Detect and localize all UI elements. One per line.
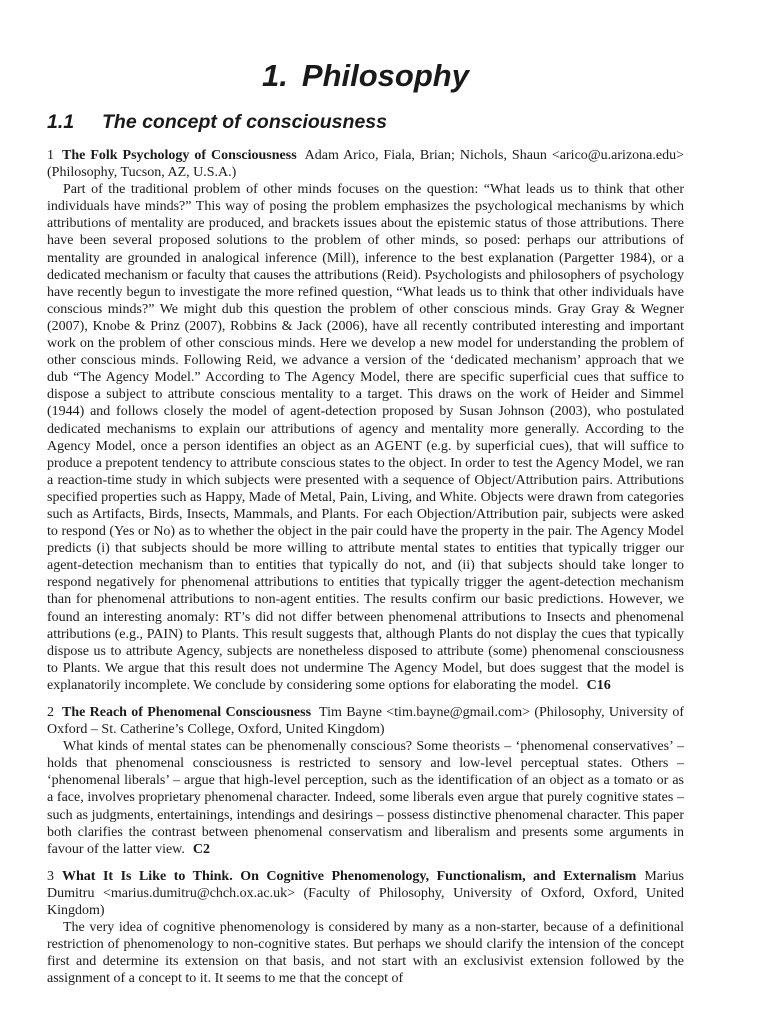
entry-heading [47,147,684,181]
entry-heading [47,868,684,919]
chapter-number: 1. [262,58,288,93]
entry-title: The Folk Psychology of Consciousness [62,148,297,163]
chapter-title-text: Philosophy [301,58,469,93]
abstract-entry-1 [47,147,684,694]
abstract-entry-2 [47,704,684,858]
entry-heading [47,704,684,738]
entry-number: 1 [47,148,54,163]
entry-authors: Adam Arico, Fiala, Brian; Nichols, Shaun <arico@u.arizona.edu> (Philosophy, Tucson, AZ, U.S.A.) [47,148,684,181]
entry-abstract-text: What kinds of mental states can be phenomenally conscious? Some theorists – ‘phenomenal conservatives’ – holds that phenomenal consciousness is restricted to sensory and low-level perceptual states. Others – ‘phenomenal liberals’ – argue that high-level perception, such as the identification of an object as a tomato or as a face, involves proprietary phenomenal character. Indeed, some liberals even argue that purely cognitive states – such as judgments, entertainings, intendings and desirings – possess distinctive phenomenal character. This paper both clarifies the contrast between phenomenal conservatism and liberalism and presents some arguments in favour of the latter view. [47,739,684,857]
section-title-text: The concept of consciousness [102,111,387,133]
entry-abstract-text: The very idea of cognitive phenomenology is considered by many as a non-starter, because of a definitional restriction of phenomenology to non-cognitive states. But perhaps we should clarify the intension of the concept first and determine its extension on that basis, and not start with an exclusivist extension followed by the assignment of a concept to it. It seems to me that the concept of [47,920,684,987]
entry-number: 3 [47,868,54,884]
entry-abstract [47,919,684,987]
section-title [47,110,684,134]
abstract-entry-3 [47,868,684,988]
session-code: C2 [192,841,210,857]
entry-abstract-text: Part of the traditional problem of other minds focuses on the question: “What leads us to think that other individuals have minds?” This way of posing the problem emphasizes the psychological mechanisms by which attributions of mentality are produced, and brackets issues about the epistemic status of those attributions. There have been several proposed solutions to the problem of other minds, so posed: perhaps our attributions of mentality are grounded in analogical inference (Mill), inference to the best explanation (Pargetter 1984), or a dedicated mechanism or faculty that causes the attributions (Reid). Psychologists and philosophers of psychology have recently begun to investigate the more refined question, “What leads us to think that other individuals have conscious minds?” We might dub this question the problem of other conscious minds. Gray Gray & Wegner (2007), Knobe & Prinz (2007), Robbins & Jack (2006), have all recently contributed interesting and important work on the problem of other conscious minds. Here we develop a new model for understanding the problem of other conscious minds. Following Reid, we advance a version of the ‘dedicated mechanism’ approach that we dub “The Agency Model.” According to The Agency Model, there are specific superficial cues that suffice to dispose a subject to attribute conscious mentality to a target. This draws on the work of Heider and Simmel (1944) and follows closely the model of agent-detection proposed by Susan Johnson (2003), who postulated dedicated mechanisms to explain our attributions of agency and mentality more generally. According to the Agency Model, once a person identifies an object as an AGENT (e.g. by superficial cues), that will suffice to produce a prepotent tendency to attribute conscious states to the object. In order to test the Agency Model, we ran a reaction-time study in which subjects were presented with a sequence of Object/Attribution pairs. Attributions specified properties such as Happy, Made of Metal, Pain, Living, and White. Objects were drawn from categories such as Artifacts, Birds, Insects, Mammals, and Plants. For each Objection/Attribution pair, subjects were asked to respond (Yes or No) as to whether the object in the pair could have the property in the pair. The Agency Model predicts (i) that subjects should be more willing to attribute mental states to entities that typically trigger our agent-detection mechanism than to entities that typically do not, and (ii) that subjects should take longer to respond negatively for phenomenal attributions to entities that typically trigger the agent-detection mechanism than for phenomenal attributions to non-agent entities. The results confirm our basic predictions. However, we found an interesting anomaly: RT’s did not differ between phenomenal attributions to Insects and phenomenal attributions (e.g., PAIN) to Plants. This result suggests that, although Plants do not display the cues that typically dispose us to attribute Agency, subjects are nonetheless disposed to attribute (some) phenomenal consciousness to Plants. We argue that this result does not undermine The Agency Model, but does suggest that the model is explanatorily incomplete. We conclude by considering some options for elaborating the model. [47,182,684,693]
entry-title: The Reach of Phenomenal Consciousness [62,705,312,720]
entry-authors: Marius Dumitru <marius.dumitru@chch.ox.ac.uk> (Faculty of Philosophy, University of Oxford, Oxford, United Kingdom) [47,868,684,919]
chapter-title [47,56,684,96]
entry-number: 2 [47,705,54,720]
section-number: 1.1 [47,111,75,133]
entry-abstract [47,181,684,694]
session-code: C16 [586,677,611,693]
entry-abstract [47,738,684,858]
entry-title: What It Is Like to Think. On Cognitive Phenomenology, Functionalism, and Externalism [62,868,637,884]
entry-authors: Tim Bayne <tim.bayne@gmail.com> (Philosophy, University of Oxford – St. Catherine’s College, Oxford, United Kingdom) [47,705,685,738]
